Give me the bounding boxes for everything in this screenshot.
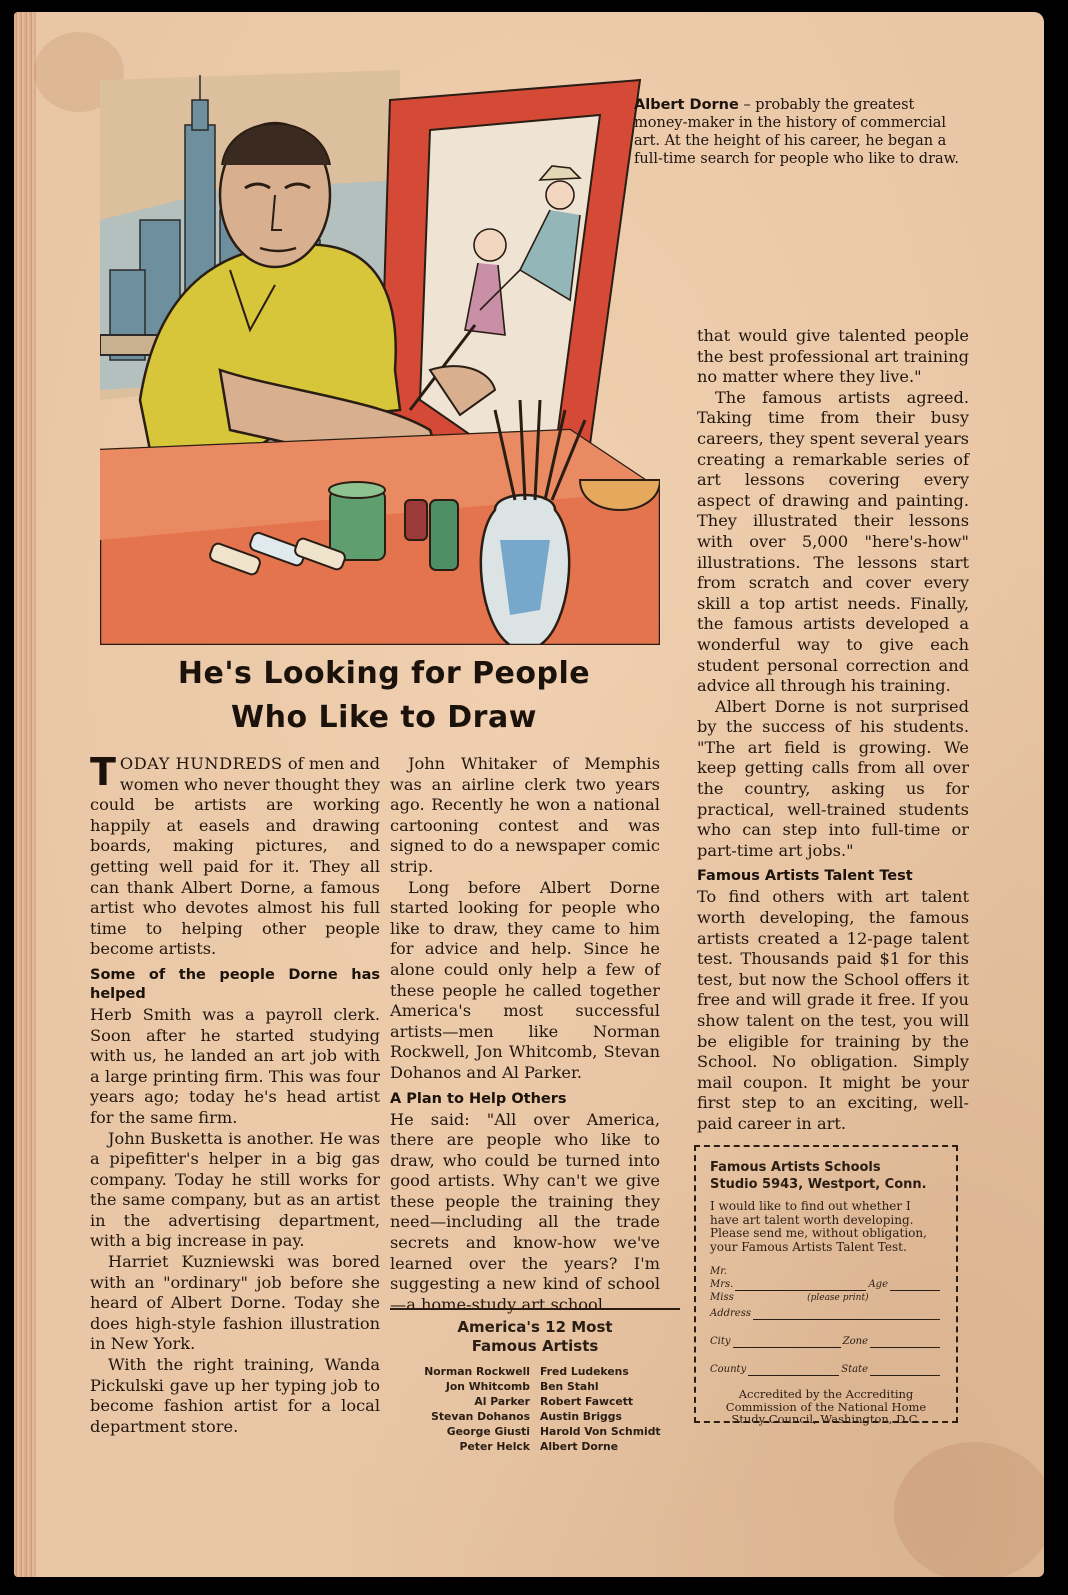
coupon-title [710,1159,942,1193]
zone-line[interactable] [870,1338,940,1348]
city-zone-field[interactable] [710,1336,942,1348]
artist-name: Harold Von Schmidt [540,1425,661,1438]
paragraph: The famous artists agreed. Taking time from their busy careers, they spent several years creating a remarkable series of art lessons covering every aspect of drawing and painting. They illustrated their lessons with over 5,000 "here's-how" illustrations. The lessons start from scratch and cover every skill a top artist needs. Finally, the famous artists developed a wonderful way to give each student personal correction and advice all through his training. [697,387,969,696]
artist-name: Fred Ludekens [540,1365,629,1378]
subhead-people-helped: Some of the people Dorne has helped [90,966,380,1002]
albert-dorne-illustration [100,70,660,645]
artist-name: George Giusti [446,1425,530,1438]
paper-stain [894,1442,1044,1577]
paragraph: Long before Albert Dorne started looking for people who like to draw, they came to him for advice and help. Since he alone could only help a few of these people he called together America's most successful artists—men like Norman Rockwell, Jon Whitcomb, Stevan Dohanos and Al Parker. [390,877,660,1082]
paragraph: John Busketta is another. He was a pipefitter's helper in a big gas company. Today he still works for the same company, but as an artist in the advertising department, with a big increase in pay. [90,1128,380,1251]
coupon-request-text: I would like to find out whether I have art talent worth developing. Please send me, without obligation, your Famous Artists Talent Test. [710,1199,927,1254]
artist-name: Albert Dorne [540,1440,619,1453]
intro-smallcaps: ODAY HUNDREDS [119,754,283,773]
page-headline [104,652,664,740]
comic-page [14,12,1044,1577]
famous-artists-list [390,1308,680,1454]
paragraph: John Whitaker of Memphis was an airline clerk two years ago. Recently he won a national cartooning contest and was signed to do a newspaper comic strip. [390,754,660,876]
accreditation-note: Accredited by the Accrediting Commission of the National Home Study Council, Washington, D.C. [725,1387,927,1426]
artist-name: Stevan Dohanos [431,1410,530,1423]
caption-text: – probably the greatest money-maker in the history of commercial art. At the height of his career, he began a full-time search for people who like to draw. [634,97,959,167]
page-edge [14,12,36,1577]
article-column-1 [90,750,381,1437]
paragraph: He said: "All over America, there are people who like to draw, who could be turned into good artists. Why can't we give these people the training they need—including all the trade secrets and know-how we've learned over the years? I'm suggesting a new kind of school—a home-study art school [390,1109,660,1314]
artist-name: Robert Fawcett [540,1395,634,1408]
label-mrs: Mrs. [710,1279,734,1290]
paragraph: Harriet Kuzniewski was bored with an "ordinary" job before she heard of Albert Dorne. Today she does high-style fashion illustration in New York. [90,1252,380,1354]
paragraph: Albert Dorne is not surprised by the success of his students. "The art field is growing. We keep getting calls from all over the country, asking us for practical, well-trained students who can step into full-time or part-time art jobs." [697,696,969,860]
county-line[interactable] [748,1366,839,1376]
caption-name: Albert Dorne [634,97,739,113]
coupon-title-line-2: Studio 5943, Westport, Conn. [710,1177,927,1192]
intro-paragraph [90,750,381,960]
subhead-talent-test: Famous Artists Talent Test [697,868,913,885]
article-column-3 [697,326,969,1135]
state-line[interactable] [870,1366,940,1376]
headline-line-1: He's Looking for People [177,656,591,691]
mail-in-coupon[interactable] [694,1145,958,1426]
paragraph: With the right training, Wanda Pickulski gave up her typing job to become fashion artist for a local department store. [90,1355,380,1436]
intro-text: of men and women who never thought they could be artists are working happily at easels and drawing boards, making pictures, and getting well paid for it. They all can thank Albert Dorne, a famous artist who devotes almost his full time to helping other people become artists. [90,754,381,959]
city-line[interactable] [733,1338,841,1348]
label-mr: Mr. [710,1266,728,1277]
article-column-2 [390,754,660,1315]
label-county: County [710,1364,747,1375]
artist-name: Ben Stahl [540,1380,599,1393]
label-age: Age [868,1279,888,1290]
artist-name: Jon Whitcomb [445,1380,530,1393]
illustration-caption [634,96,964,168]
artists-title [390,1318,680,1356]
county-state-field[interactable] [710,1364,942,1376]
artist-name: Peter Helck [459,1440,530,1453]
paragraph: that would give talented people the best professional art training no matter where they live." [697,326,969,387]
name-field[interactable] [710,1279,942,1291]
name-line[interactable] [735,1281,866,1291]
label-please-print: (please print) [807,1293,869,1303]
artists-title-line-1: America's 12 Most [457,1318,613,1336]
label-state: State [841,1364,868,1375]
artist-name: Austin Briggs [540,1410,622,1423]
paragraph: Herb Smith was a payroll clerk. Soon after he started studying with us, he landed an art job with a large printing firm. This was four years ago; today he's head artist for the same firm. [90,1004,380,1127]
headline-line-2: Who Like to Draw [231,700,537,735]
label-zone: Zone [842,1336,868,1347]
address-line[interactable] [753,1310,940,1320]
address-field[interactable] [710,1308,942,1320]
drop-cap: T [90,750,116,794]
name-field-mr[interactable] [710,1266,942,1278]
label-miss: Miss [710,1292,734,1303]
artists-grid [390,1364,680,1454]
paragraph: To find others with art talent worth developing, the famous artists created a 12-page talent test. Thousands paid $1 for this test, but now the School offers it free and will grade it free. If you show talent on the test, you will be eligible for training by the School. No obligation. Simply mail coupon. It might be your first step to an exciting, well-paid career in art. [697,887,969,1133]
age-line[interactable] [890,1281,940,1291]
label-address: Address [710,1308,751,1319]
coupon-title-line-1: Famous Artists Schools [710,1160,881,1175]
label-city: City [710,1336,731,1347]
artist-name: Norman Rockwell [424,1365,530,1378]
artists-title-line-2: Famous Artists [471,1337,599,1355]
artist-name: Al Parker [474,1395,530,1408]
miss-field[interactable] [710,1292,942,1304]
subhead-plan: A Plan to Help Others [390,1090,567,1107]
